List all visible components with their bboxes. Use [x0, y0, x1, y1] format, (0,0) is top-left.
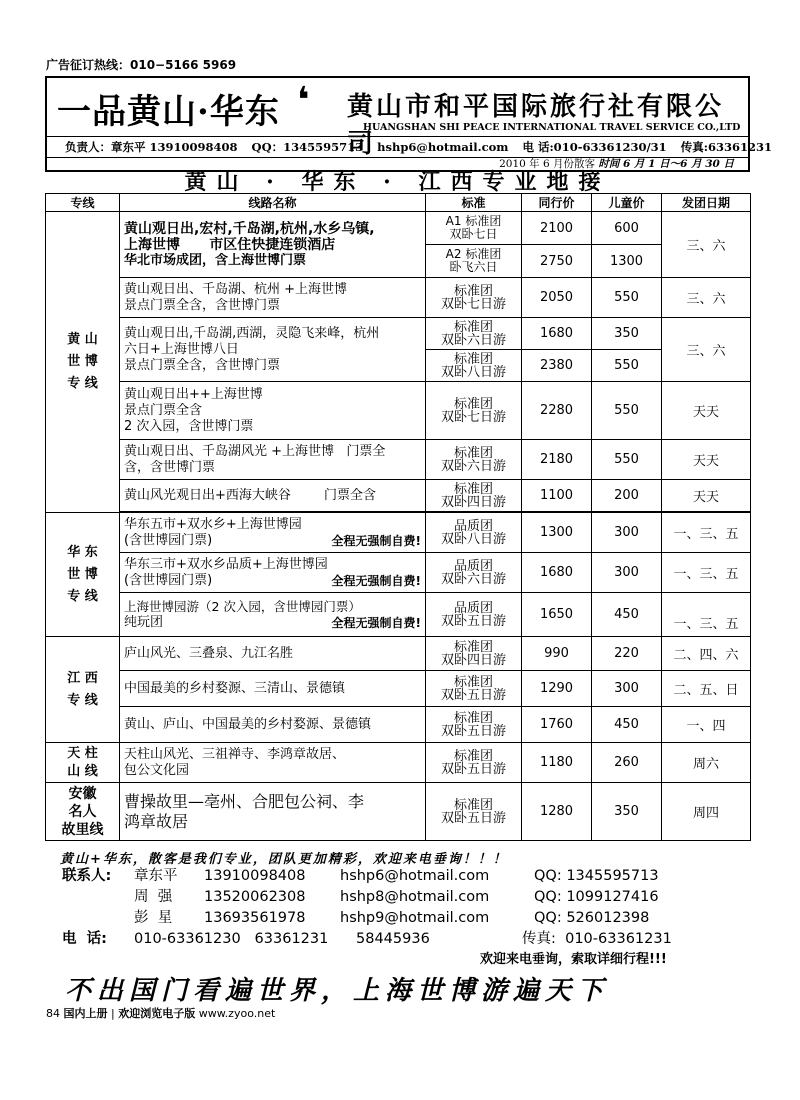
child-price-cell: 550	[592, 382, 662, 440]
swirl-logo-icon: ❛	[297, 80, 310, 121]
route-line: 鸿章故居	[124, 811, 189, 831]
contact-name: 周 强	[134, 889, 173, 905]
header-qq: QQ：1345595713	[251, 140, 364, 154]
child-price-cell: 300	[592, 513, 662, 553]
date-prefix: 2010 年 6 月份散客	[499, 158, 596, 170]
price-cell: 1680	[522, 553, 592, 593]
route-line: 景点门票全含，含世博门票	[124, 357, 281, 373]
phone-numbers: 010-63361230 63361231 58445936	[134, 931, 430, 947]
route-line: 黄山观日出、千岛湖、杭州 +上海世博	[124, 281, 348, 297]
route-line	[124, 533, 421, 549]
route-line: 华东五市+双水乡+上海世博园	[124, 516, 302, 532]
route-line: 华北市场成团，含上海世博门票	[124, 252, 307, 268]
table-row	[46, 278, 751, 318]
price-cell: 2750	[522, 245, 592, 278]
table-row	[46, 440, 751, 480]
price-cell: 1650	[522, 593, 592, 637]
child-price-cell: 350	[592, 318, 662, 350]
phone-label: 电 话:	[62, 931, 107, 947]
table-row	[46, 382, 751, 440]
price-cell: 2050	[522, 278, 592, 318]
price-cell: 1280	[522, 783, 592, 841]
departure-cell: 二、四、六	[662, 637, 751, 671]
departure-cell: 天天	[662, 382, 751, 440]
price-cell: 990	[522, 637, 592, 671]
manager-contact: 负责人：章东平 13910098408	[65, 140, 238, 154]
child-price-cell: 550	[592, 440, 662, 480]
route-cell	[120, 480, 426, 512]
category-huangshan-expo: 黄 山 世 博 专 线	[46, 212, 120, 513]
route-line: 上海世博园游（2 次入园，含世博园门票）	[124, 598, 361, 614]
standard-cell: 品质团 双卧六日游	[426, 553, 522, 593]
route-line: 中国最美的乡村婺源、三清山、景德镇	[124, 680, 346, 696]
price-cell: 2280	[522, 382, 592, 440]
standard-cell: A1 标准团 双卧七日	[426, 212, 522, 245]
departure-cell: 三、六	[662, 278, 751, 318]
route-cell	[120, 707, 426, 743]
child-price-cell: 550	[592, 278, 662, 318]
logo-text: 一品黄山·华东	[57, 92, 280, 132]
contact-qq: QQ: 1345595713	[534, 868, 659, 884]
table-row	[46, 637, 751, 671]
footer-site[interactable]: www.zyoo.net	[198, 1007, 276, 1020]
route-cell	[120, 783, 426, 841]
child-price-cell: 350	[592, 783, 662, 841]
route-line: 黄山风光观日出+西海大峡谷 门票全含	[124, 487, 376, 503]
route-cell	[120, 637, 426, 671]
child-price-cell: 600	[592, 212, 662, 245]
ad-hotline: 广告征订热线：010−5166 5969	[46, 58, 237, 72]
route-line: 上海世博 市区住快捷连锁酒店	[124, 236, 336, 253]
route-line	[124, 573, 421, 589]
expo-slogan: 不出国门看遍世界，上海世博游遍天下	[65, 976, 610, 1006]
child-price-cell: 450	[592, 593, 662, 637]
standard-cell: 品质团 双卧八日游	[426, 513, 522, 553]
route-line: 含，含世博门票	[124, 459, 216, 475]
table-row	[46, 707, 751, 743]
contact-email[interactable]: hshp6@hotmail.com	[340, 868, 490, 884]
price-cell: 1290	[522, 671, 592, 707]
footer-online: 欢迎浏览电子版	[118, 1007, 196, 1020]
contact-email[interactable]: hshp9@hotmail.com	[340, 910, 490, 926]
standard-cell: 标准团 双卧八日游	[426, 350, 522, 382]
page-footer	[46, 1005, 275, 1021]
table-row	[46, 553, 751, 593]
route-cell	[120, 743, 426, 783]
child-price-cell: 220	[592, 637, 662, 671]
page-number: 84	[46, 1007, 60, 1020]
route-cell	[120, 278, 426, 318]
route-price-table	[45, 193, 751, 841]
table-row	[46, 480, 751, 512]
category-tianzhu: 天 柱 山 线	[46, 743, 120, 783]
standard-cell: 标准团 双卧五日游	[426, 783, 522, 841]
departure-cell: 周六	[662, 743, 751, 783]
child-price-cell: 1300	[592, 245, 662, 278]
route-cell	[120, 671, 426, 707]
route-cell	[120, 553, 426, 593]
child-price-cell: 260	[592, 743, 662, 783]
company-name-cn: 黄山市和平国际旅行社有限公司	[347, 92, 725, 159]
route-cell	[120, 593, 426, 637]
standard-cell: 标准团 双卧五日游	[426, 707, 522, 743]
route-cell	[120, 212, 426, 278]
standard-cell: 标准团 双卧六日游	[426, 318, 522, 350]
route-cell	[120, 513, 426, 553]
header-email[interactable]: hshp6@hotmail.com	[377, 140, 509, 154]
standard-cell: 标准团 双卧五日游	[426, 743, 522, 783]
contact-mobile: 13520062308	[204, 889, 306, 905]
contact-qq: QQ: 526012398	[534, 910, 650, 926]
table-row	[46, 593, 751, 637]
col-header-price: 同行价	[522, 194, 592, 212]
price-cell: 2180	[522, 440, 592, 480]
route-line: 景点门票全含	[124, 402, 203, 418]
departure-cell: 天天	[662, 480, 751, 512]
child-price-cell: 300	[592, 553, 662, 593]
col-header-line: 专线	[46, 194, 120, 212]
route-line: 包公文化园	[124, 762, 190, 778]
child-price-cell: 200	[592, 480, 662, 512]
departure-cell: 三、六	[662, 318, 751, 382]
header-phone: 电 话:010-63361230/31	[522, 140, 667, 154]
col-header-departure: 发团日期	[662, 194, 751, 212]
standard-cell: 标准团 双卧四日游	[426, 480, 522, 512]
standard-cell: A2 标准团 卧飞六日	[426, 245, 522, 278]
table-row	[46, 743, 751, 783]
category-east-china-expo: 华 东 世 博 专 线	[46, 513, 120, 637]
route-line: 景点门票全含，含世博门票	[124, 297, 281, 313]
company-name-en: HUANGSHAN SHI PEACE INTERNATIONAL TRAVEL SERVICE CO.,LTD	[363, 122, 741, 133]
contact-name: 章东平	[134, 868, 178, 884]
route-line: 六日+上海世博八日	[124, 341, 239, 357]
route-line	[124, 615, 421, 631]
col-header-standard: 标准	[426, 194, 522, 212]
route-line: 黄山观日出,千岛湖,西湖，灵隐飞来峰，杭州	[124, 325, 380, 341]
col-header-child-price: 儿童价	[592, 194, 662, 212]
route-line: 黄山观日出、千岛湖风光 +上海世博 门票全	[124, 443, 386, 459]
price-cell: 1680	[522, 318, 592, 350]
departure-cell: 一、三、五	[662, 593, 751, 637]
departure-cell: 一、三、五	[662, 553, 751, 593]
route-note: (含世博园门票)	[124, 572, 213, 588]
no-forced-shopping-note: 全程无强制自费!	[331, 573, 421, 588]
route-line: 黄山、庐山、中国最美的乡村婺源、景德镇	[124, 716, 372, 732]
route-cell	[120, 318, 426, 382]
table-header-row	[46, 194, 751, 212]
category-jiangxi: 江 西 专 线	[46, 637, 120, 743]
contact-mobile: 13693561978	[204, 910, 306, 926]
price-cell: 2100	[522, 212, 592, 245]
table-row	[46, 212, 751, 245]
child-price-cell: 550	[592, 350, 662, 382]
footer-divider: |	[111, 1007, 119, 1020]
route-line: 2 次入园，含世博门票	[124, 418, 254, 434]
route-line: 华东三市+双水乡品质+上海世博园	[124, 556, 328, 572]
departure-cell: 二、五、日	[662, 671, 751, 707]
standard-cell: 标准团 双卧五日游	[426, 671, 522, 707]
standard-cell: 标准团 双卧七日游	[426, 382, 522, 440]
route-line: 黄山观日出,宏村,千岛湖,杭州,水乡乌镇,	[124, 220, 375, 237]
contact-label: 联系人:	[62, 868, 112, 884]
departure-cell: 一、三、五	[662, 513, 751, 553]
no-forced-shopping-note: 全程无强制自费!	[331, 533, 421, 548]
standard-cell: 标准团 双卧四日游	[426, 637, 522, 671]
departure-cell: 天天	[662, 440, 751, 480]
route-cell	[120, 440, 426, 480]
fax-number: 传真: 010-63361231	[522, 931, 672, 947]
contact-qq: QQ: 1099127416	[534, 889, 659, 905]
page-title: 黄山 · 华东 · 江西专业地接	[184, 169, 611, 195]
departure-cell: 一、四	[662, 707, 751, 743]
route-line: 天柱山风光、三祖禅寺、李鸿章故居、	[124, 746, 346, 762]
date-range: 时间 6 月 1 日～6 月 30 日	[598, 158, 734, 170]
contact-email[interactable]: hshp8@hotmail.com	[340, 889, 490, 905]
header-contact-bar	[47, 136, 772, 158]
route-line: 黄山观日出++上海世博	[124, 386, 263, 402]
agency-header	[45, 76, 772, 172]
standard-cell: 标准团 双卧七日游	[426, 278, 522, 318]
departure-cell: 周四	[662, 783, 751, 841]
route-note: (含世博园门票)	[124, 532, 213, 548]
no-forced-shopping-note: 全程无强制自费!	[331, 615, 421, 630]
departure-cell: 三、六	[662, 212, 751, 278]
price-cell: 1100	[522, 480, 592, 512]
category-anhui-celebrity: 安徽 名人 故里线	[46, 783, 120, 841]
tagline: 黄山+华东，散客是我们专业，团队更加精彩，欢迎来电垂询！！！	[60, 852, 508, 867]
price-cell: 2380	[522, 350, 592, 382]
route-line: 庐山风光、三叠泉、九江名胜	[124, 645, 294, 661]
price-cell: 1300	[522, 513, 592, 553]
standard-cell: 品质团 双卧五日游	[426, 593, 522, 637]
table-row	[46, 783, 751, 841]
footer-section: 国内上册	[63, 1007, 108, 1020]
col-header-route: 线路名称	[120, 194, 426, 212]
standard-cell: 标准团 双卧六日游	[426, 440, 522, 480]
contact-name: 彭 星	[134, 910, 173, 926]
table-row	[46, 318, 751, 350]
contact-mobile: 13910098408	[204, 868, 306, 884]
header-fax: 传真:63361231	[680, 140, 772, 154]
table-row	[46, 671, 751, 707]
welcome-note: 欢迎来电垂询，索取详细行程!!!	[480, 952, 667, 967]
table-row	[46, 513, 751, 553]
route-line: 曹操故里—亳州、合肥包公祠、李	[124, 791, 365, 811]
child-price-cell: 300	[592, 671, 662, 707]
route-note: 纯玩团	[124, 614, 164, 630]
route-cell	[120, 382, 426, 440]
child-price-cell: 450	[592, 707, 662, 743]
price-cell: 1180	[522, 743, 592, 783]
price-cell: 1760	[522, 707, 592, 743]
